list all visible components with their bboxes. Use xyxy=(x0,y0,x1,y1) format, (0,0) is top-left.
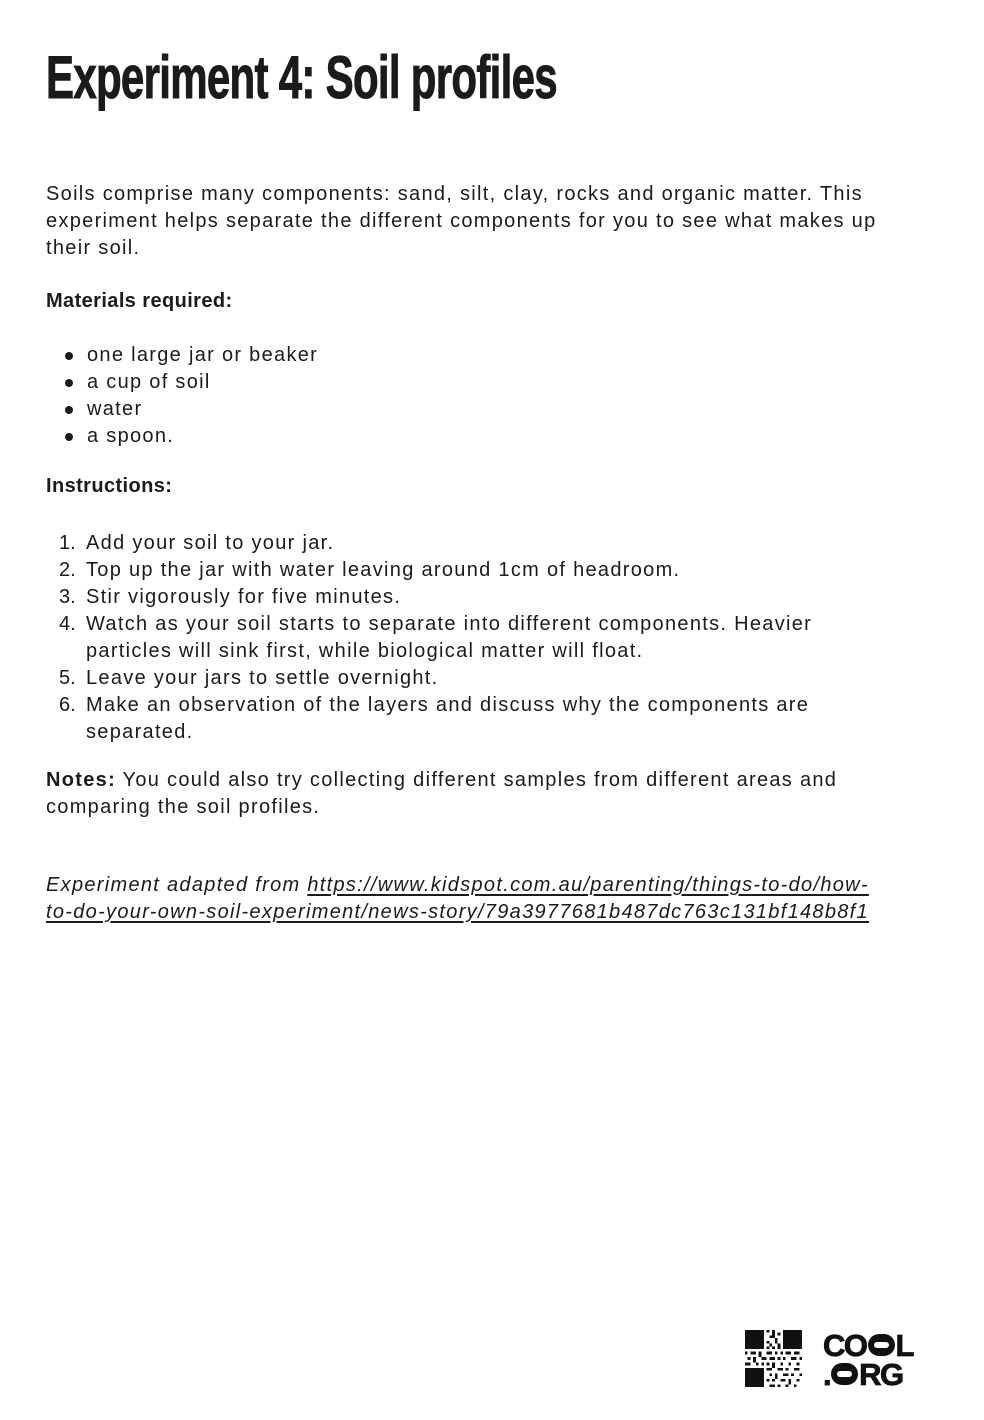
instruction-step: Leave your jars to settle overnight. xyxy=(86,667,439,689)
page-title: Experiment 4: Soil profiles xyxy=(46,44,557,111)
cool-org-logo xyxy=(823,1328,913,1392)
instruction-step: Watch as your soil starts to separate into different components. Heavier particles will sink first, while biological matter will float. xyxy=(86,613,813,662)
instructions-heading: Instructions: xyxy=(46,475,173,497)
notes-paragraph xyxy=(46,767,886,821)
logo-line-2: . RG xyxy=(823,1357,903,1392)
logo-line-1: CO L xyxy=(823,1328,913,1363)
source-prefix: Experiment adapted from xyxy=(46,874,308,896)
instructions-list xyxy=(59,530,886,746)
instruction-step: Make an observation of the layers and discuss why the components are separated. xyxy=(86,694,810,743)
list-item: one large jar or beaker xyxy=(63,342,886,369)
list-item: water xyxy=(63,396,886,423)
source-link[interactable]: https://www.kidspot.com.au/parenting/things-to-do/how-to-do-your-own-soil-experiment/news-story/79a3977681b487dc763c131bf148b8f1 xyxy=(46,874,869,923)
barred-o-icon xyxy=(868,1334,895,1356)
notes-text: You could also try collecting different samples from different areas and comparing the soil profiles. xyxy=(46,769,838,818)
list-item: a cup of soil xyxy=(63,369,886,396)
barred-o-icon xyxy=(831,1363,858,1385)
list-item: a spoon. xyxy=(63,423,886,450)
instruction-step: Add your soil to your jar. xyxy=(86,532,335,554)
instruction-step: Top up the jar with water leaving around 1cm of headroom. xyxy=(86,559,681,581)
notes-label: Notes: xyxy=(46,769,117,791)
materials-list xyxy=(63,342,886,450)
qr-code xyxy=(745,1330,802,1387)
source-paragraph xyxy=(46,872,886,926)
materials-heading: Materials required: xyxy=(46,290,233,312)
instruction-step: Stir vigorously for five minutes. xyxy=(86,586,402,608)
intro-paragraph: Soils comprise many components: sand, silt, clay, rocks and organic matter. This experiment helps separate the different components for you to see what makes up their soil. xyxy=(46,183,877,259)
